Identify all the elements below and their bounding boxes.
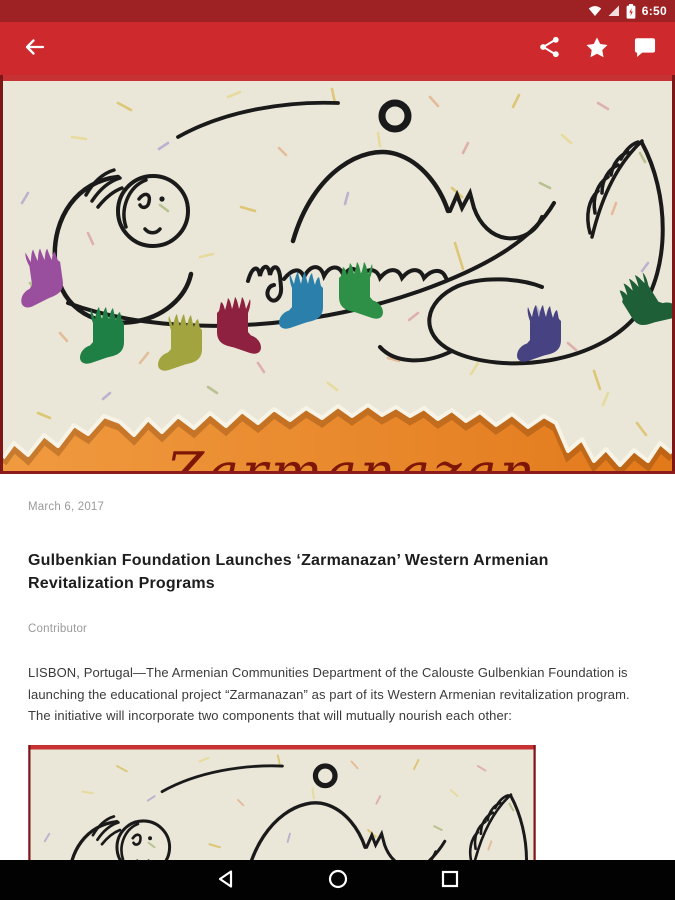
article-date: March 6, 2017 [28,501,105,513]
back-icon [23,36,45,61]
wifi-icon [588,5,602,17]
nav-back-button[interactable] [216,870,236,890]
comment-icon [634,37,656,61]
nav-home-button[interactable] [328,870,348,890]
hero-artwork [0,75,675,474]
clock: 6:50 [641,4,667,18]
article-body: LISBON, Portugal—The Armenian Communities Department of the Calouste Gulbenkian Foundation is launching the educational project “Zarmanazan” as part of its Western Armenian revitalization program. The initiative will incorporate two components that will mutually nourish each other: [28,665,630,723]
recents-square-icon [441,870,459,891]
status-bar [0,0,675,22]
favorite-button[interactable] [585,37,609,61]
nav-recents-button[interactable] [440,870,460,890]
home-circle-icon [328,869,348,892]
inline-artwork [28,745,536,860]
app-bar [0,22,675,75]
back-button[interactable] [22,37,46,61]
article-inline-image[interactable] [28,745,536,860]
article-hero-image[interactable] [0,75,675,474]
battery-charging-icon [626,4,636,19]
star-icon [586,37,608,61]
share-button[interactable] [537,37,561,61]
android-nav-bar [0,860,675,900]
back-triangle-icon [217,869,235,892]
article-byline: Contributor [28,623,88,635]
share-icon [539,36,560,61]
article-title: Gulbenkian Foundation Launches ‘Zarmanazan’ Western Armenian Revitalization Programs [28,552,549,592]
comments-button[interactable] [633,37,657,61]
cellular-icon [608,5,620,17]
